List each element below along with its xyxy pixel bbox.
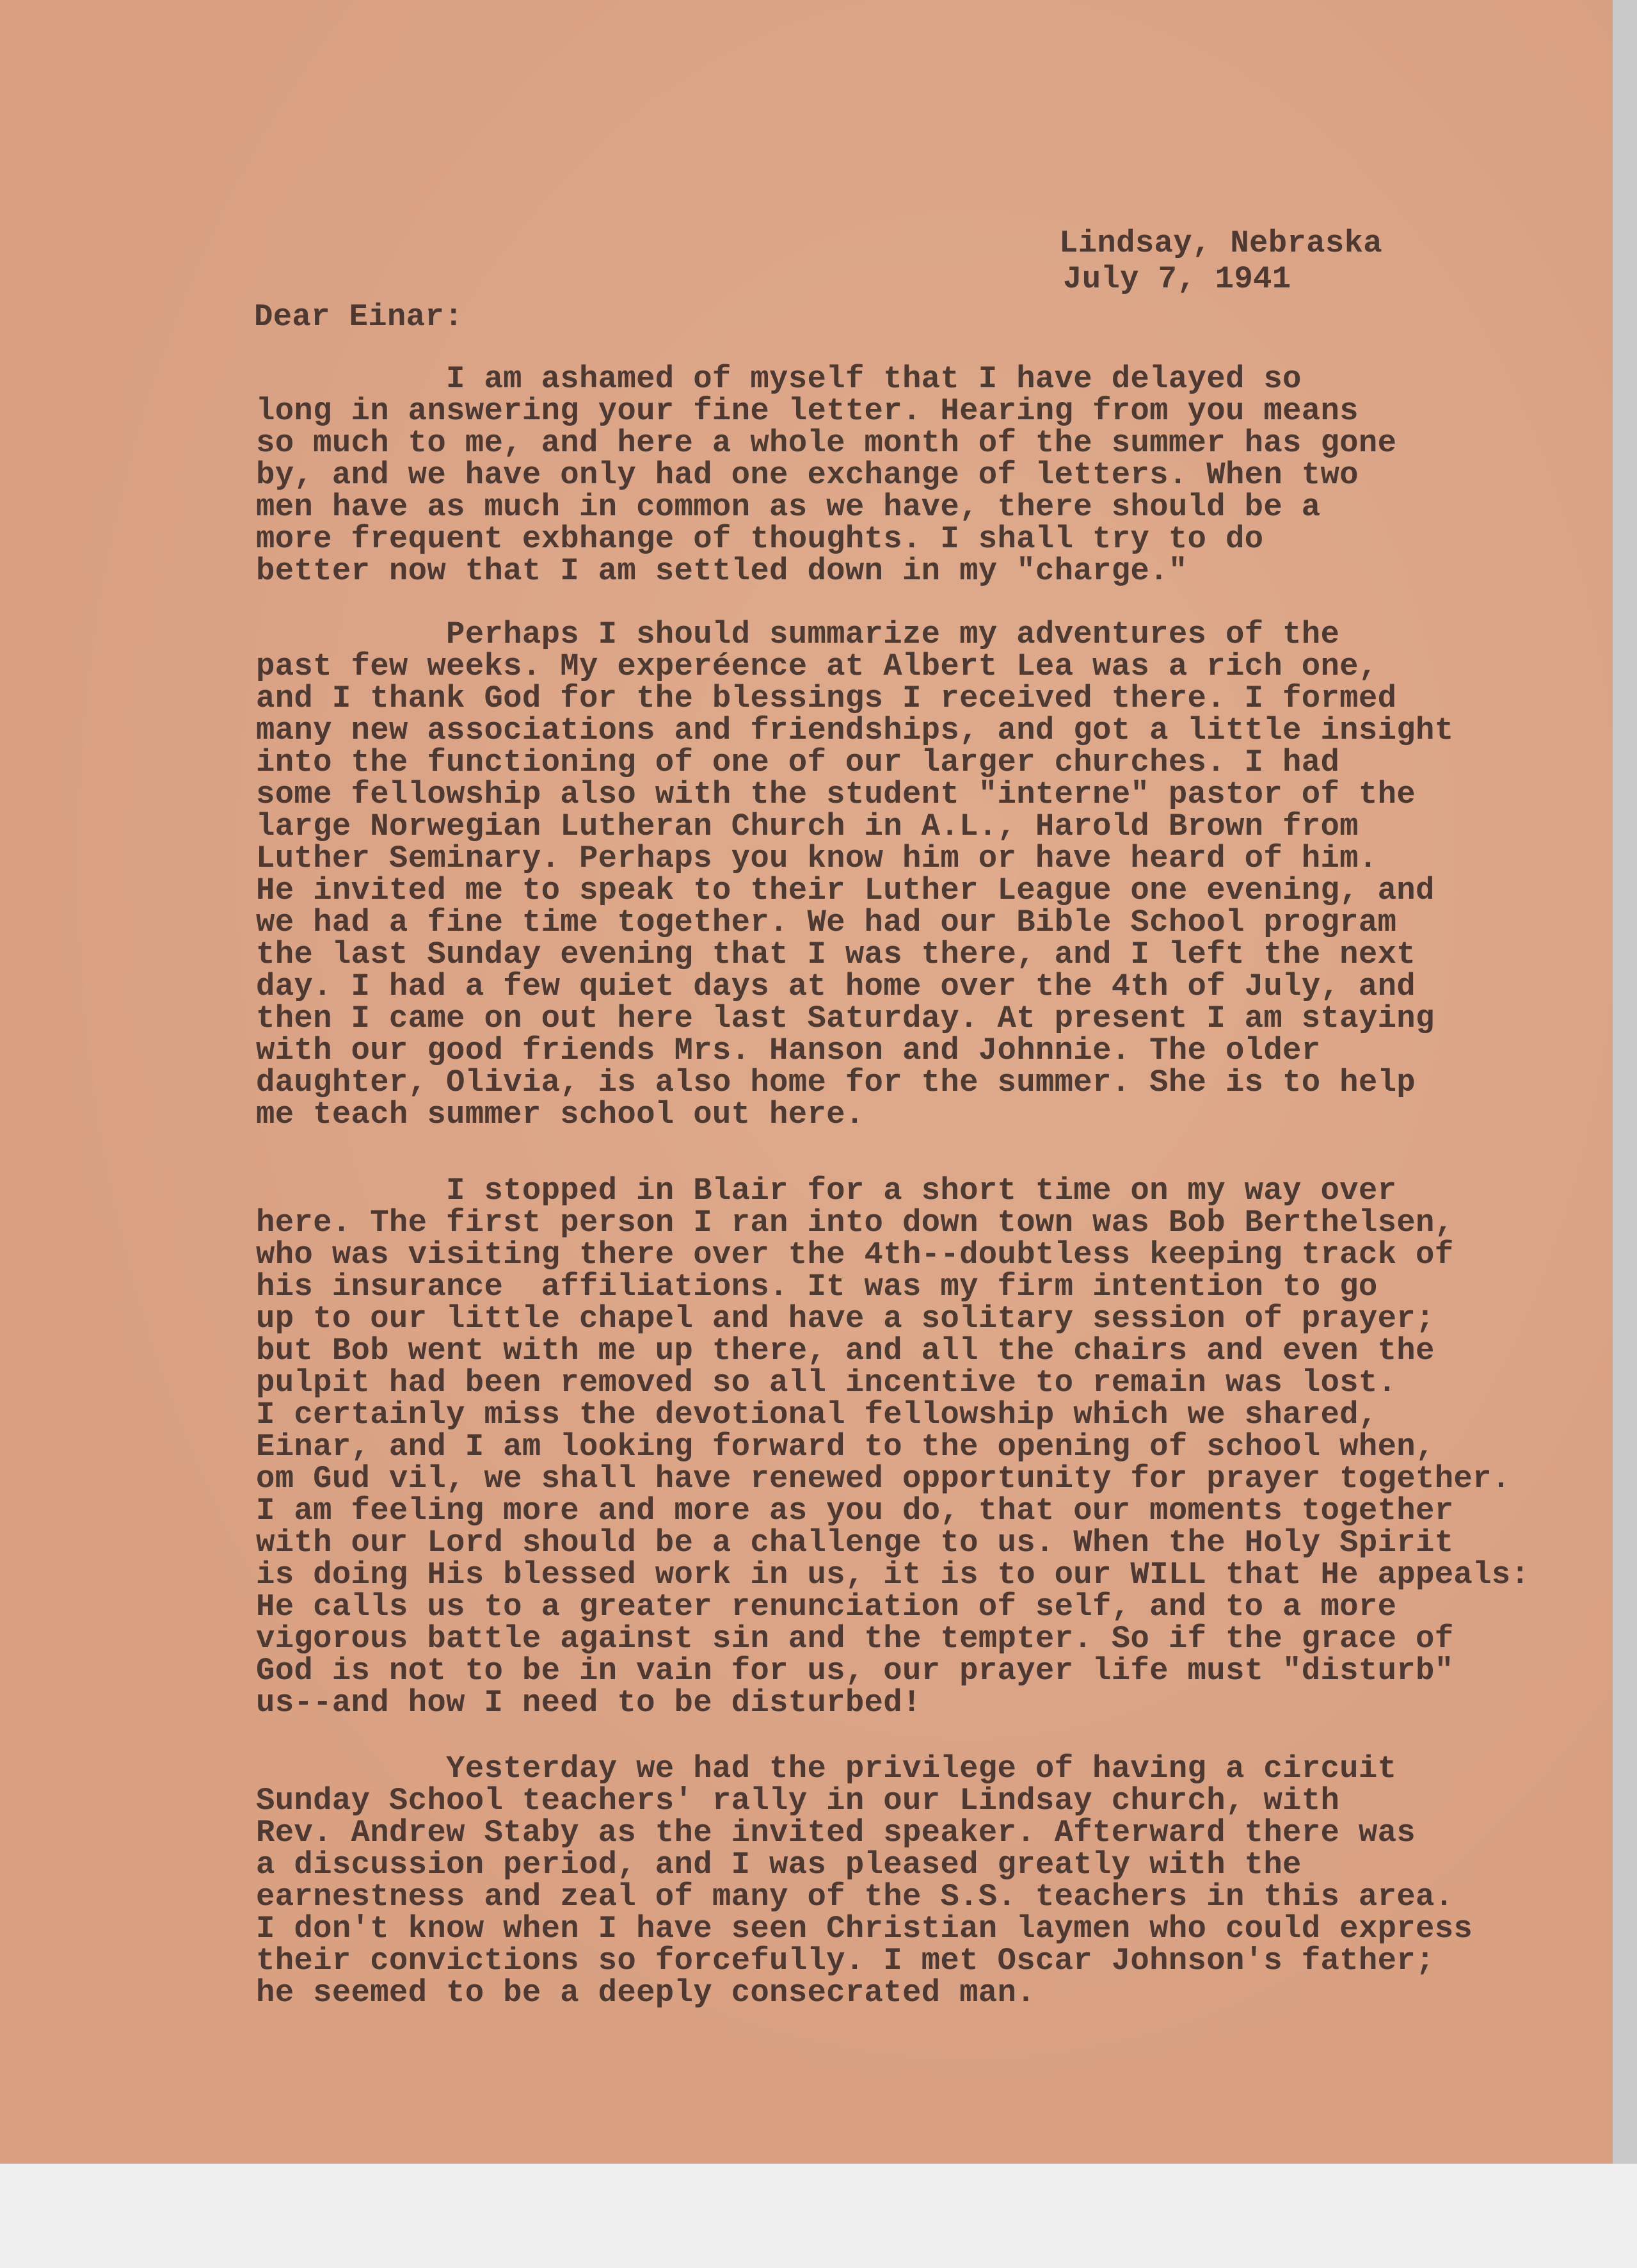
letter-line: more frequent exbhange of thoughts. I shall try to do [256, 521, 1264, 557]
letter-line: Einar, and I am looking forward to the opening of school when, [256, 1429, 1435, 1465]
letter-line: earnestness and zeal of many of the S.S. teachers in this area. [256, 1879, 1454, 1915]
paragraph-1 [256, 363, 1396, 587]
letter-line: and I thank God for the blessings I received there. I formed [256, 680, 1397, 716]
letter-line: pulpit had been removed so all incentive to remain was lost. [256, 1365, 1397, 1401]
letter-line: is doing His blessed work in us, it is to our WILL that He appeals: [256, 1557, 1530, 1593]
letter-line: their convictions so forcefully. I met Oscar Johnson's father; [256, 1943, 1435, 1979]
letter-line: He invited me to speak to their Luther League one evening, and [256, 873, 1435, 908]
letter-date: July 7, 1941 [1063, 261, 1291, 297]
letter-heading [1059, 225, 1382, 297]
letter-line: vigorous battle against sin and the tempter. So if the grace of [256, 1621, 1454, 1657]
letter-line: who was visiting there over the 4th--doubtless keeping track of [256, 1237, 1454, 1273]
letter-line: the last Sunday evening that I was there, and I left the next [256, 937, 1416, 972]
letter-line: he seemed to be a deeply consecrated man. [256, 1975, 1035, 2011]
letter-line: Rev. Andrew Staby as the invited speaker. Afterward there was [256, 1815, 1416, 1851]
letter-line: with our good friends Mrs. Hanson and Johnnie. The older [256, 1033, 1321, 1068]
letter-place: Lindsay, Nebraska [1059, 225, 1382, 261]
letter-line: Luther Seminary. Perhaps you know him or have heard of him. [256, 840, 1378, 876]
letter-line: into the functioning of one of our larger churches. I had [256, 744, 1340, 780]
letter-line: men have as much in common as we have, there should be a [256, 489, 1321, 525]
letter-line: us--and how I need to be disturbed! [256, 1685, 922, 1721]
letter-line: past few weeks. My experéence at Albert Lea was a rich one, [256, 648, 1378, 684]
letter-line: some fellowship also with the student "interne" pastor of the [256, 776, 1416, 812]
letter-line: we had a fine time together. We had our Bible School program [256, 905, 1397, 940]
letter-line: Perhaps I should summarize my adventures of the [256, 616, 1340, 652]
scanner-edge [1613, 0, 1637, 2164]
letter-line: I stopped in Blair for a short time on my way over [256, 1173, 1397, 1209]
letter-line: up to our little chapel and have a solitary session of prayer; [256, 1301, 1435, 1337]
letter-line: He calls us to a greater renunciation of self, and to a more [256, 1589, 1397, 1625]
letter-line: long in answering your fine letter. Hearing from you means [256, 393, 1359, 429]
letter-line: with our Lord should be a challenge to us. When the Holy Spirit [256, 1525, 1454, 1561]
letter-line: a discussion period, and I was pleased greatly with the [256, 1847, 1302, 1883]
paragraph-2 [256, 618, 1453, 1130]
letter-line: om Gud vil, we shall have renewed opportunity for prayer together. [256, 1461, 1511, 1497]
letter-salutation: Dear Einar: [254, 299, 463, 335]
letter-line: so much to me, and here a whole month of the summer has gone [256, 425, 1397, 461]
letter-line: I am ashamed of myself that I have delayed so [256, 361, 1302, 397]
paragraph-4 [256, 1753, 1473, 2009]
scanner-margin [0, 2164, 1637, 2268]
letter-line: by, and we have only had one exchange of letters. When two [256, 457, 1359, 493]
letter-line: I am feeling more and more as you do, that our moments together [256, 1493, 1454, 1529]
letter-line: then I came on out here last Saturday. At present I am staying [256, 1001, 1435, 1036]
letter-line: me teach summer school out here. [256, 1097, 865, 1132]
letter-line: I don't know when I have seen Christian laymen who could express [256, 1911, 1473, 1947]
letter-line: God is not to be in vain for us, our prayer life must "disturb" [256, 1653, 1454, 1689]
letter-line: Yesterday we had the privilege of having a circuit [256, 1751, 1397, 1787]
letter-line: many new associations and friendships, and got a little insight [256, 712, 1454, 748]
letter-line: day. I had a few quiet days at home over the 4th of July, and [256, 969, 1416, 1004]
letter-line: better now that I am settled down in my "charge." [256, 553, 1188, 589]
letter-line: Sunday School teachers' rally in our Lindsay church, with [256, 1783, 1340, 1819]
letter-line: his insurance affiliations. It was my firm intention to go [256, 1269, 1378, 1305]
letter-line: daughter, Olivia, is also home for the summer. She is to help [256, 1065, 1416, 1100]
paragraph-3 [256, 1175, 1529, 1719]
letter-line: here. The first person I ran into down town was Bob Berthelsen, [256, 1205, 1454, 1241]
letter-line: I certainly miss the devotional fellowship which we shared, [256, 1397, 1378, 1433]
letter-line: but Bob went with me up there, and all the chairs and even the [256, 1333, 1435, 1369]
letter-line: large Norwegian Lutheran Church in A.L., Harold Brown from [256, 808, 1359, 844]
